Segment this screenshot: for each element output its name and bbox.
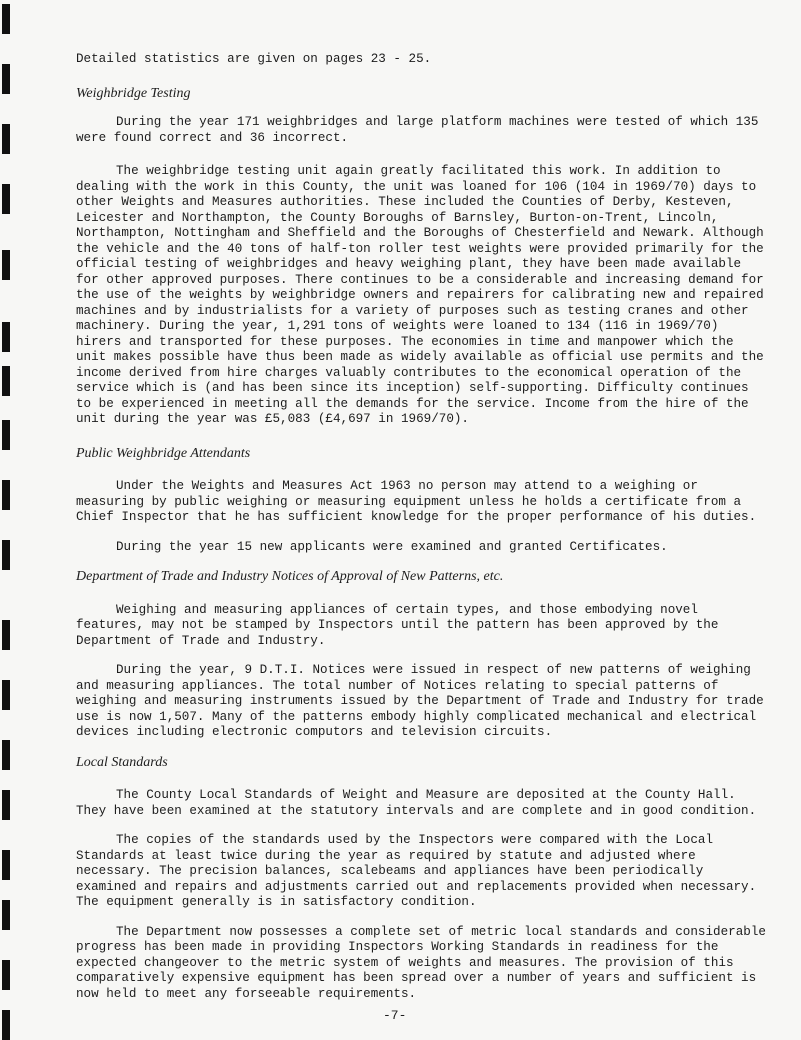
paragraph: During the year 171 weighbridges and large platform machines were tested of which 135 were found correct and 36 incorrect. <box>76 115 759 145</box>
paragraph: The County Local Standards of Weight and Measure are deposited at the County Hall. They have been examined at the statutory intervals and are complete and in good condition. <box>76 788 757 818</box>
paragraph: The copies of the standards used by the Inspectors were compared with the Local Standards at least twice during the year as required by statute and adjusted where necessary. The precision balances, scalebeams and appliances have been periodically examined and repairs and adjustments carried out and replacements provided when necessary. The equipment generally is in satisfactory condition. <box>76 833 757 909</box>
paragraph: Under the Weights and Measures Act 1963 no person may attend to a weighing or measuring by public weighing or measuring equipment unless he holds a certificate from a Chief Inspector that he has sufficient knowledge for the proper performance of his duties. <box>76 479 757 524</box>
heading-weighbridge-testing: Weighbridge Testing <box>76 85 191 101</box>
page-number: -7- <box>383 1008 407 1023</box>
paragraph: The weighbridge testing unit again greatly facilitated this work. In addition to dealing with the work in this County, the unit was loaned for 106 (104 in 1969/70) days to other Weights and Measures authorities. These included the Counties of Derby, Kesteven, Leicester and Northampton, the County Boroughs of Barnsley, Burton-on-Trent, Lincoln, Northampton, Nottingham and Sheffield and the Boroughs of Chesterfield and Newark. Although the vehicle and the 40 tons of half-ton roller test weights were provided primarily for the official testing of weighbridges and heavy weighing plant, they have been made available for other approved purposes. There continues to be a considerable and increasing demand for the use of the weights by weighbridge owners and repairers for calibrating new and repaired machines and by industrialists for a variety of purposes such as testing cranes and other machinery. During the year, 1,291 tons of weights were loaned to 134 (116 in 1969/70) hirers and transported for these purposes. The economies in time and manpower which the unit makes possible have thus been made as widely available as official use permits and the income derived from hire charges valuably contributes to the economical operation of the service which is (and has been since its inception) self-supporting. Difficulty continues to be experienced in meeting all the demands for the service. Income from the hire of the unit during the year was £5,083 (£4,697 in 1969/70). <box>76 164 764 426</box>
paragraph: The Department now possesses a complete set of metric local standards and considerable progress has been made in providing Inspectors Working Standards in readiness for the expected changeover to the metric system of weights and measures. The provision of this comparatively expensive equipment has been spread over a number of years and sufficient is now held to meet any forseeable requirements. <box>76 924 766 1001</box>
heading-dti-notices: Department of Trade and Industry Notices of Approval of New Patterns, etc. <box>76 569 504 584</box>
document-page <box>76 52 766 1016</box>
paragraph: During the year 15 new applicants were examined and granted Certificates. <box>116 539 668 554</box>
paragraph: Weighing and measuring appliances of certain types, and those embodying novel features, may not be stamped by Inspectors until the pattern has been approved by the Department of Trade and Industry. <box>76 602 719 648</box>
heading-local-standards: Local Standards <box>76 754 168 770</box>
paragraph: During the year, 9 D.T.I. Notices were issued in respect of new patterns of weighing and measuring appliances. The total number of Notices relating to special patterns of weighing and measuring instruments issued by the Department of Trade and Industry for trade use is now 1,507. Many of the patterns embody highly complicated mechanical and electrical devices including electronic computors and television circuits. <box>76 663 764 739</box>
heading-public-weighbridge-attendants: Public Weighbridge Attendants <box>76 445 251 461</box>
intro-text: Detailed statistics are given on pages 23 - 25. <box>76 52 432 66</box>
binding-edge <box>0 0 14 1040</box>
